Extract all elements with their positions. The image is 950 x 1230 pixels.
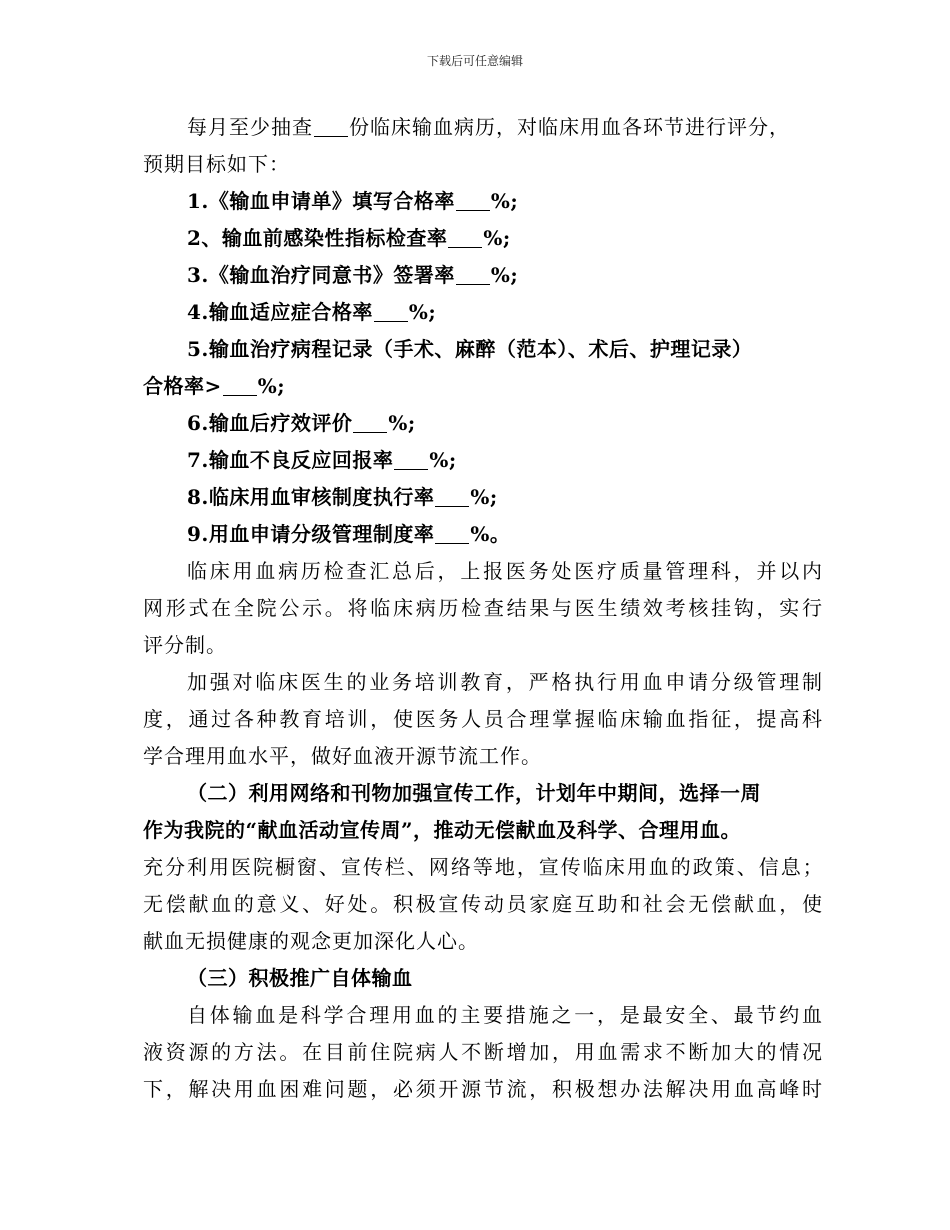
list-item-continuation: 合格率> %; (143, 374, 286, 398)
fill-blank (435, 523, 469, 544)
paragraph-line: 自体输血是科学合理用血的主要措施之一，是最安全、最节约血 (187, 1003, 823, 1027)
page-header: 下载后可任意编辑 (426, 54, 523, 68)
fill-blank (353, 412, 387, 433)
paragraph-line: 献血无损健康的观念更加深化人心。 (143, 929, 479, 953)
fill-blank (456, 190, 490, 211)
paragraph-line: 每月至少抽查 份临床输血病历，对临床用血各环节进行评分， (187, 115, 790, 139)
fill-blank (448, 227, 482, 248)
paragraph-line: 临床用血病历检查汇总后，上报医务处医疗质量管理科，并以内 (187, 559, 823, 583)
section-heading-continuation: 作为我院的“献血活动宣传周”，推动无偿献血及科学、合理用血。 (143, 818, 742, 842)
paragraph-line: 无偿献血的意义、好处。积极宣传动员家庭互助和社会无偿献血，使 (143, 892, 823, 916)
paragraph-line: 度，通过各种教育培训，使医务人员合理掌握临床输血指征，提高科 (143, 707, 823, 731)
list-item: 7.输血不良反应回报率 %; (187, 448, 457, 472)
paragraph-line: 预期目标如下： (143, 152, 290, 176)
section-heading: （三）积极推广自体输血 (187, 966, 413, 990)
paragraph-line: 网形式在全院公示。将临床病历检查结果与医生绩效考核挂钩，实行 (143, 596, 823, 620)
fill-blank (435, 486, 469, 507)
paragraph-line: 充分利用医院橱窗、宣传栏、网络等地，宣传临床用血的政策、信息； (143, 855, 823, 879)
fill-blank (314, 116, 348, 137)
document-body (143, 109, 823, 1108)
list-item: 1.《输血申请单》填写合格率 %; (187, 189, 519, 213)
fill-blank (223, 375, 257, 396)
list-item: 5.输血治疗病程记录（手术、麻醉（范本）、术后、护理记录） (187, 337, 753, 361)
fill-blank (374, 301, 408, 322)
paragraph-line: 加强对临床医生的业务培训教育，严格执行用血申请分级管理制 (187, 670, 823, 694)
list-item: 6.输血后疗效评价 %; (187, 411, 416, 435)
list-item: 4.输血适应症合格率 %; (187, 300, 437, 324)
fill-blank (456, 264, 490, 285)
paragraph-line: 液资源的方法。在目前住院病人不断增加，用血需求不断加大的情况 (143, 1040, 823, 1064)
paragraph-line: 评分制。 (143, 633, 227, 657)
list-item: 9.用血申请分级管理制度率 %。 (187, 522, 511, 546)
list-item: 3.《输血治疗同意书》签署率 %; (187, 263, 519, 287)
section-heading: （二）利用网络和刊物加强宣传工作，计划年中期间，选择一周 (187, 781, 761, 805)
paragraph-line: 下，解决用血困难问题，必须开源节流，积极想办法解决用血高峰时 (143, 1077, 823, 1101)
fill-blank (394, 449, 428, 470)
list-item: 2、输血前感染性指标检查率 %; (187, 226, 511, 250)
paragraph-line: 学合理用血水平，做好血液开源节流工作。 (143, 744, 542, 768)
list-item: 8.临床用血审核制度执行率 %; (187, 485, 498, 509)
